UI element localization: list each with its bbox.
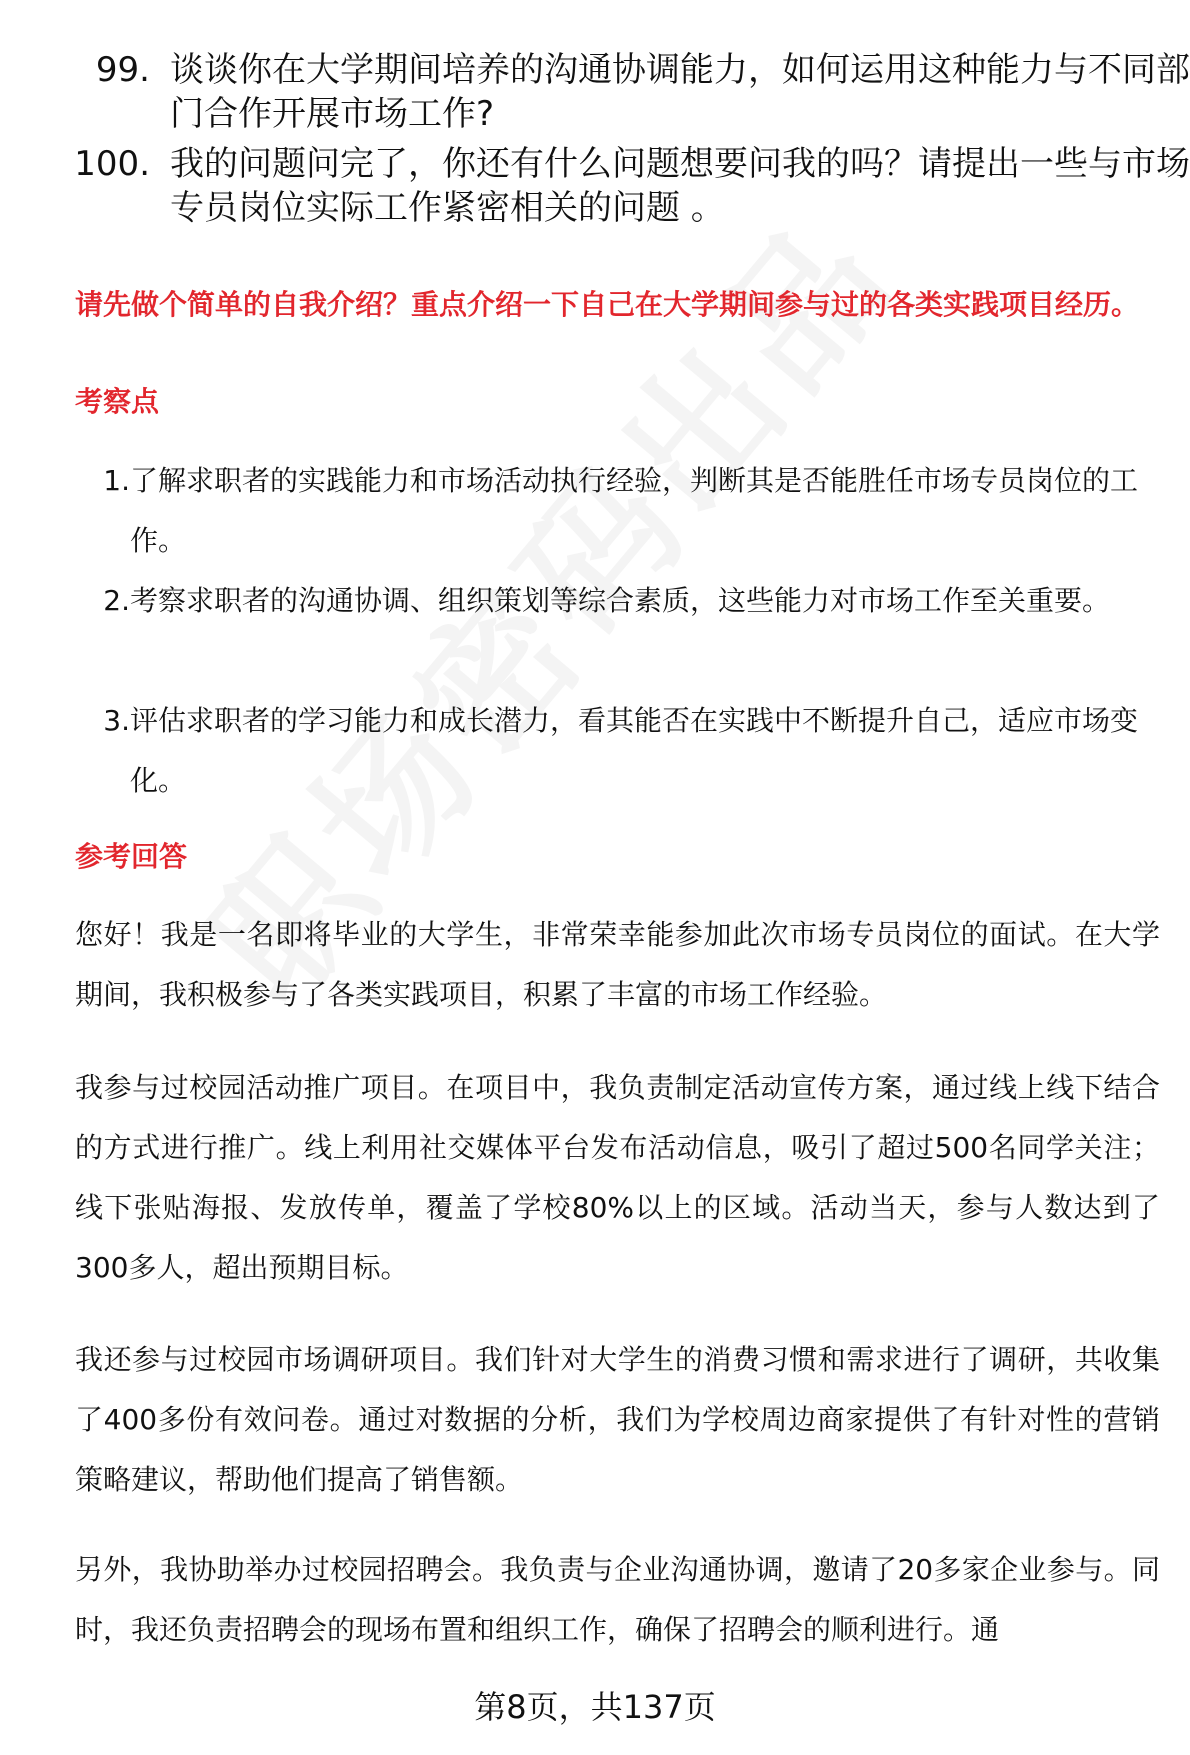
focus-label: 考察点	[75, 385, 160, 418]
point-text: 评估求职者的学习能力和成长潜力，看其能否在实践中不断提升自己，适应市场变化。	[130, 704, 1139, 797]
point-number: 2.	[103, 584, 130, 617]
question-text: 谈谈你在大学期间培养的沟通协调能力，如何运用这种能力与不同部门合作开展市场工作?	[170, 50, 1190, 134]
focus-point-2	[75, 571, 1165, 691]
question-item-100	[40, 142, 1190, 230]
answer-paragraph-3: 我还参与过校园市场调研项目。我们针对大学生的消费习惯和需求进行了调研，共收集了400多份有效问卷。通过对数据的分析，我们为学校周边商家提供了有针对性的营销策略建议，帮助他们提高了销售额。	[75, 1343, 1160, 1496]
answer-paragraph-2: 我参与过校园活动推广项目。在项目中，我负责制定活动宣传方案，通过线上线下结合的方式进行推广。线上利用社交媒体平台发布活动信息，吸引了超过500名同学关注；线下张贴海报、发放传单，覆盖了学校80%以上的区域。活动当天，参与人数达到了300多人，超出预期目标。	[75, 1071, 1160, 1284]
answer-paragraph-1: 您好！我是一名即将毕业的大学生，非常荣幸能参加此次市场专员岗位的面试。在大学期间，我积极参与了各类实践项目，积累了丰富的市场工作经验。	[75, 918, 1160, 1011]
point-text: 了解求职者的实践能力和市场活动执行经验，判断其是否能胜任市场专员岗位的工作。	[130, 464, 1139, 557]
point-text: 考察求职者的沟通协调、组织策划等综合素质，这些能力对市场工作至关重要。	[130, 584, 1111, 617]
question-item-99	[40, 48, 1190, 136]
point-number: 3.	[103, 704, 130, 737]
focus-point-3	[75, 691, 1165, 811]
section-title: 请先做个简单的自我介绍？重点介绍一下自己在大学期间参与过的各类实践项目经历。	[75, 288, 1140, 321]
point-number: 1.	[103, 464, 130, 497]
question-text: 我的问题问完了，你还有什么问题想要问我的吗？请提出一些与市场专员岗位实际工作紧密相关的问题 。	[170, 144, 1190, 228]
question-number: 100.	[74, 144, 150, 184]
answer-label: 参考回答	[75, 840, 188, 873]
question-number: 99.	[95, 50, 150, 90]
focus-point-1	[75, 451, 1165, 571]
answer-paragraph-4: 另外，我协助举办过校园招聘会。我负责与企业沟通协调，邀请了20多家企业参与。同时，我还负责招聘会的现场布置和组织工作，确保了招聘会的顺利进行。通	[75, 1553, 1160, 1646]
page-footer: 第8页，共137页	[474, 1688, 716, 1726]
